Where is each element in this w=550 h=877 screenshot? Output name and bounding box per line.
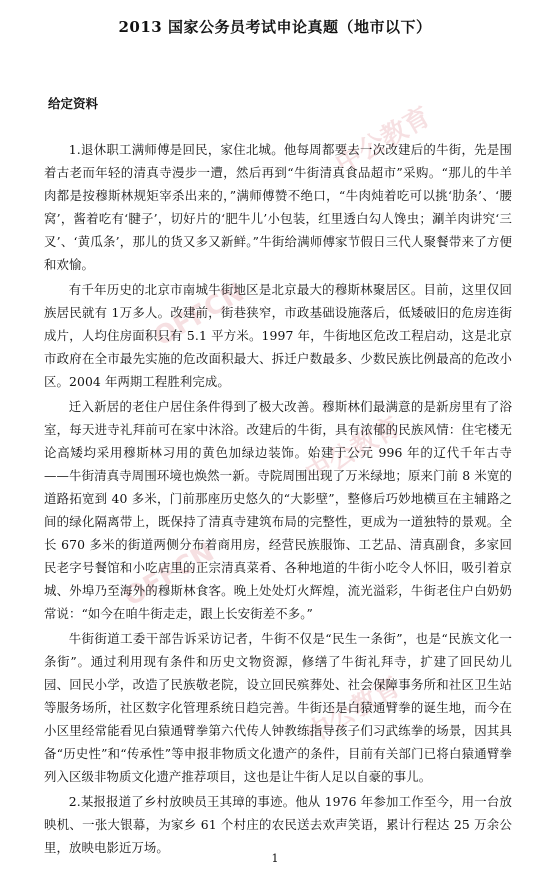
- paragraph: 有千年历史的北京市南城牛街地区是北京最大的穆斯林聚居区。目前，这里仅回族居民就有 1万多人。改建前，街巷狭窄，市政基础设施落后，低矮破旧的危房连街成片，人均住房面积只有 5.1 平方米。1997 年，牛街地区危改工程启动，这是北京市政府在全市最先实施的危改面积最大、拆迁户数最多、少数民族比例最高的危改小区。2004 年两期工程胜利完成。: [44, 282, 512, 389]
- watermark: 中公教育: [300, 671, 406, 750]
- paragraph: 1.退休职工满师傅是回民，家住北城。他每周都要去一次改建后的牛街，先是围着古老而年轻的清真寺漫步一遭，然后再到“牛街清真食品超市”采购。“那儿的牛羊肉都是按穆斯林规矩宰杀出来的，”满师傅赞不绝口，“牛肉炖着吃可以挑‘肋条’、‘腰窝’，酱着吃有‘腱子’，切好片的‘肥牛儿’小包装，红里透白勾人馋虫；涮羊肉讲究‘三叉’、‘黄瓜条’，那儿的货又多又新鲜。”牛街给满师傅家节假日三代人聚餐带来了方便和欢愉。: [44, 142, 512, 272]
- paragraph: 迁入新居的老住户居住条件得到了极大改善。穆斯林们最满意的是新房里有了浴室，每天进寺礼拜前可在家中沐浴。改建后的牛街，具有浓郁的民族风情：住宅楼无论高矮均采用穆斯林习用的黄色加绿边装饰。始建于公元 996 年的辽代千年古寺——牛街清真寺周围环境也焕然一新。寺院周围出现了万米绿地；原来门前 8 米宽的道路拓宽到 40 多米，门前那座历史悠久的“大影壁”，整修后巧妙地横亘在主辅路之间的绿化隔离带上，既保持了清真寺建筑布局的完整性，更成为一道独特的景观。全长 670 多米的街道两侧分布着商用房，经营民族服饰、工艺品、清真副食，多家回民老字号餐馆和小吃店里的正宗清真菜肴、各种地道的牛街小吃令人怀旧，吸引着京城、外埠乃至海外的穆斯林食客。晚上处处灯火辉煌，流光溢彩，牛街老住户白奶奶常说：“如今在咱牛街走走，跟上长安街差不多。”: [44, 399, 512, 621]
- watermark: 中公教育: [330, 101, 436, 180]
- document-title: 2013 国家公务员考试申论真题（地市以下）: [118, 18, 432, 36]
- paragraph: 2.某报报道了乡村放映员王其璋的事迹。他从 1976 年参加工作至今，用一台放映机、一张大银幕，为家乡 61 个村庄的农民送去欢声笑语，累计行程达 25 万余公里，放映电影近万场。: [44, 794, 512, 855]
- watermark: OFFCN: [119, 537, 220, 613]
- page-number: 1: [271, 852, 279, 865]
- section-heading: 给定资料: [48, 96, 99, 111]
- document-body: [44, 138, 512, 861]
- paragraph: 牛街街道工委干部告诉采访记者，牛街不仅是“民生一条街”，也是“民族文化一条街”。通过利用现有条件和历史文物资源，修缮了牛街礼拜寺，扩建了回民幼儿园、回民小学，改造了民族敬老院，设立回民殡葬处、社会保障事务所和社区卫生站等服务场所，社区数字化管理系统日趋完善。牛街还是白猿通臂拳的诞生地，而今在小区里经常能看见白猿通臂拳第六代传人钟教练指导孩子们习武练拳的场景，因其具备“历史性”和“传承性”等申报非物质文化遗产的条件，目前有关部门已将白猿通臂拳列入区级非物质文化遗产推荐项目，这也是让牛街人足以自豪的事儿。: [44, 631, 512, 784]
- watermark: 中公教育: [300, 411, 406, 490]
- watermark: OFFCN: [149, 277, 250, 353]
